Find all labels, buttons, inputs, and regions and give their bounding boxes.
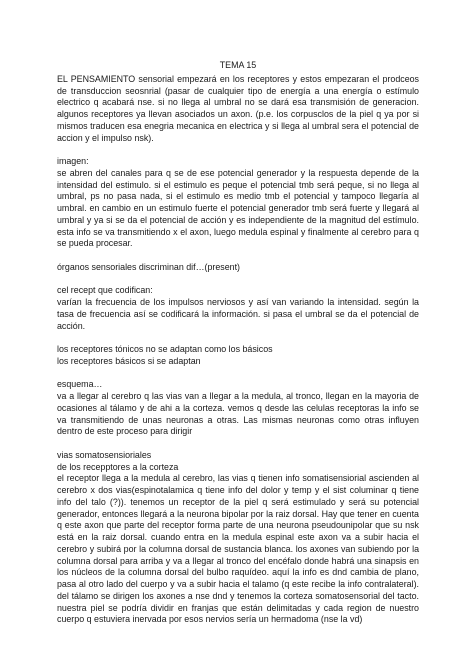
paragraph-gap [57,332,419,344]
paragraph-receptores: los receptores tónicos no se adaptan como los básicos los receptores básicos si se adaptan [57,344,273,366]
paragraph-organos: órganos sensoriales discriminan dif…(present) [57,261,241,272]
paragraph-gap [57,438,419,450]
paragraph-vias: vias somatosensioriales de los recepptores a la corteza el receptor llega a la medula al cerebro, las vias q tienen info somatisensiorial ascienden al cerebro x dos vias(espinotalamica q tiene info del dolor y temp y el sist columinar q tiene info del talo (?)). tenemos un receptor de la piel q será estimulado y será su potencial generador, entonces llegará a la neurona bipolar por la raiz dorsal. Hay que tener en cuenta q este axon que parte del receptor forma parte de una neurona pseudounipolar que su nsk está en la raiz dorsal. cuando entra en la medula espinal este axon va a subir hacia el cerebro y subirá por la columna dorsal de sustancia blanca. los axones van subiendo por la columna dorsal para arriba y va a llegar al tronco del encéfalo donde habrá una sinapsis en los núcleos de la columna dorsal del bulbo raquídeo. aquí la info es dnd cambia de plano, pasa al otro lado del cuerpo y va a subir hacia el talamo (q este recibe la info contralateral). del tálamo se dirigen los axones a nse dnd y tenemos la corteza somatosensorial del tacto. nuestra piel se podría dividir en franjas que están delimitadas y cada region de nuestro cuerpo q estuviera inervada por esos nervios sería un hermadoma (nse la vd) [57,449,419,625]
paragraph-cel-recept: cel recept que codifican: varían la frecuencia de los impulsos nerviosos y así van variando la intensidad. según la tasa de frecuencia así se codificará la información. si pasa el umbral se da el potencial de acción. [57,285,419,331]
paragraph-gap [57,274,419,286]
paragraph-gap [57,368,419,380]
document-title: TEMA 15 [219,60,257,70]
paragraph-imagen: imagen: se abren del canales para q se de ese potencial generador y la respuesta depende de la intensidad del estimulo. si el estimulo es peque el potencial tmb será peque, si no llega al umbral, ps no pasa nada, si el estimulo es medio tmb el potencial y tampoco llegaría al umbral. en cambio en un estimulo fuerte el potencial generador tmb será fuerte y llegará al umbral y ya si se da el potencial de acción y es independiente de la magnitud del estímulo. esta info se va transmitiendo x el axon, luego medula espinal y finalmente al cerebro para q se pueda procesar. [57,156,419,249]
paragraph-esquema: esquema… va a llegar al cerebro q las vias van a llegar a la medula, al tronco, llegan en la mayoria de ocasiones al tálamo y de ahi a la corteza. vemos q desde las celulas receptoras la info se va transmitiendo de unas neuronas a otras. Las mismas neuronas como otras influyen dentro de este proceso para dirigir [57,379,419,437]
document-page [57,60,419,626]
paragraph-pensamiento: EL PENSAMIENTO sensorial empezará en los receptores y estos empezaran el prodceos de transduccion seosnrial (pasar de cualquier tipo de energía a una energía o estímulo electrico q acabará nse. si no llega al umbral no se dará esa transmisión de generacion. algunos receptores ya llevan asociados un axon. (p.e. los corpusclos de la piel q ya por si mismos traducen esa enegria mecanica en electrica y si llega al umbral sera el potencial de accion y el impulso nsk). [57,73,419,143]
paragraph-gap [57,250,419,262]
paragraph-gap [57,144,419,156]
